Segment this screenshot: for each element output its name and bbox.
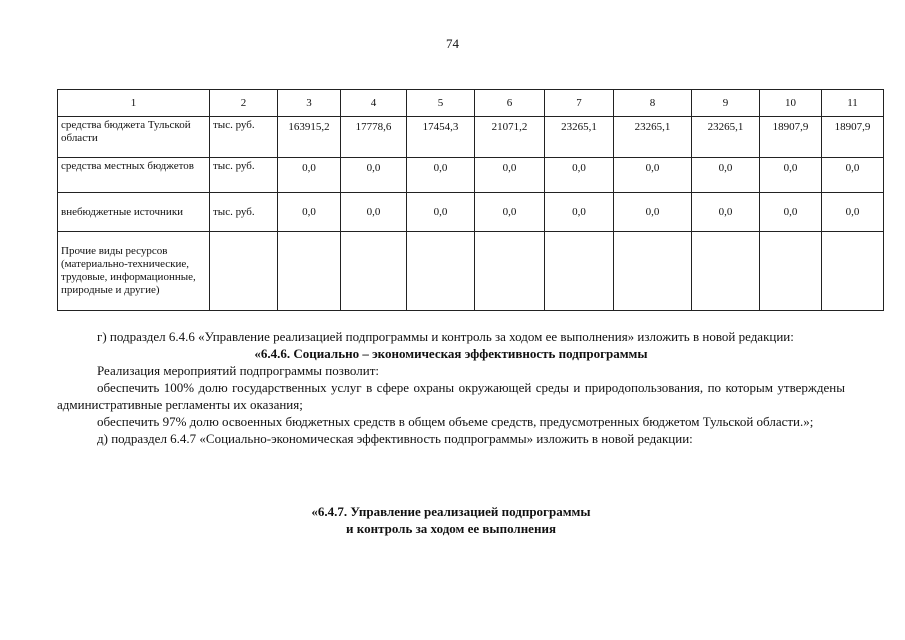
heading-6-4-7 xyxy=(57,503,845,537)
value-cell xyxy=(692,232,760,311)
value-cell xyxy=(407,232,475,311)
value-cell: 0,0 xyxy=(407,158,475,193)
value-cell: 0,0 xyxy=(614,158,692,193)
heading-6-4-7-line1: «6.4.7. Управление реализацией подпрограммы xyxy=(311,504,591,519)
paragraph-goal-97: обеспечить 97% долю освоенных бюджетных средств в общем объеме средств, предусмотренных бюджетом Тульской области.»; xyxy=(97,414,814,429)
table-header-row xyxy=(58,90,884,117)
table-header-cell: 4 xyxy=(341,90,407,117)
value-cell: 0,0 xyxy=(475,193,545,232)
row-unit-cell: тыс. руб. xyxy=(210,158,278,193)
row-name-cell: средства бюджета Тульской области xyxy=(58,117,210,158)
value-cell: 18907,9 xyxy=(822,117,884,158)
heading-6-4-7-line2: и контроль за ходом ее выполнения xyxy=(346,521,556,536)
table-header-cell: 7 xyxy=(545,90,614,117)
value-cell: 0,0 xyxy=(278,158,341,193)
value-cell: 163915,2 xyxy=(278,117,341,158)
value-cell: 0,0 xyxy=(278,193,341,232)
value-cell xyxy=(760,232,822,311)
value-cell: 0,0 xyxy=(341,193,407,232)
value-cell: 0,0 xyxy=(475,158,545,193)
page-number: 74 xyxy=(446,36,459,51)
value-cell xyxy=(341,232,407,311)
table-header-cell: 8 xyxy=(614,90,692,117)
row-name-cell: внебюджетные источники xyxy=(58,193,210,232)
value-cell: 0,0 xyxy=(545,158,614,193)
row-unit-cell: тыс. руб. xyxy=(210,117,278,158)
value-cell: 0,0 xyxy=(822,158,884,193)
value-cell: 0,0 xyxy=(692,158,760,193)
resources-table xyxy=(57,89,884,311)
table-header-cell: 2 xyxy=(210,90,278,117)
paragraph-implementation: Реализация мероприятий подпрограммы позволит: xyxy=(97,363,380,378)
table-row xyxy=(58,232,884,311)
body-text xyxy=(57,328,845,447)
value-cell xyxy=(614,232,692,311)
row-unit-cell: тыс. руб. xyxy=(210,193,278,232)
table-header-cell: 5 xyxy=(407,90,475,117)
row-name-cell: средства местных бюджетов xyxy=(58,158,210,193)
table-header-cell: 10 xyxy=(760,90,822,117)
table-row xyxy=(58,117,884,158)
value-cell: 0,0 xyxy=(545,193,614,232)
value-cell: 0,0 xyxy=(407,193,475,232)
value-cell: 18907,9 xyxy=(760,117,822,158)
table-header-cell: 9 xyxy=(692,90,760,117)
value-cell: 17778,6 xyxy=(341,117,407,158)
value-cell: 0,0 xyxy=(341,158,407,193)
value-cell: 0,0 xyxy=(760,193,822,232)
table-header-cell: 6 xyxy=(475,90,545,117)
table-row xyxy=(58,193,884,232)
value-cell: 0,0 xyxy=(760,158,822,193)
paragraph-goal-100: обеспечить 100% долю государственных услуг в сфере охраны окружающей среды и природопользования, по которым утверждены административные регламенты их оказания; xyxy=(57,380,845,412)
table-row xyxy=(58,158,884,193)
value-cell: 0,0 xyxy=(692,193,760,232)
row-name-cell: Прочие виды ресурсов (материально-технические, трудовые, информационные, природные и другие) xyxy=(58,232,210,311)
table-header-cell: 1 xyxy=(58,90,210,117)
paragraph-amendment-g: г) подраздел 6.4.6 «Управление реализацией подпрограммы и контроль за ходом ее выполнения» изложить в новой редакции: xyxy=(97,329,794,344)
value-cell: 0,0 xyxy=(614,193,692,232)
value-cell: 23265,1 xyxy=(545,117,614,158)
table-header-cell: 3 xyxy=(278,90,341,117)
value-cell xyxy=(545,232,614,311)
value-cell xyxy=(278,232,341,311)
value-cell: 0,0 xyxy=(822,193,884,232)
paragraph-amendment-d: д) подраздел 6.4.7 «Социально-экономическая эффективность подпрограммы» изложить в новой редакции: xyxy=(97,431,693,446)
row-unit-cell xyxy=(210,232,278,311)
value-cell: 23265,1 xyxy=(692,117,760,158)
value-cell xyxy=(822,232,884,311)
value-cell: 23265,1 xyxy=(614,117,692,158)
value-cell: 21071,2 xyxy=(475,117,545,158)
value-cell: 17454,3 xyxy=(407,117,475,158)
table-header-cell: 11 xyxy=(822,90,884,117)
value-cell xyxy=(475,232,545,311)
heading-6-4-6: «6.4.6. Социально – экономическая эффективность подпрограммы xyxy=(254,346,648,361)
